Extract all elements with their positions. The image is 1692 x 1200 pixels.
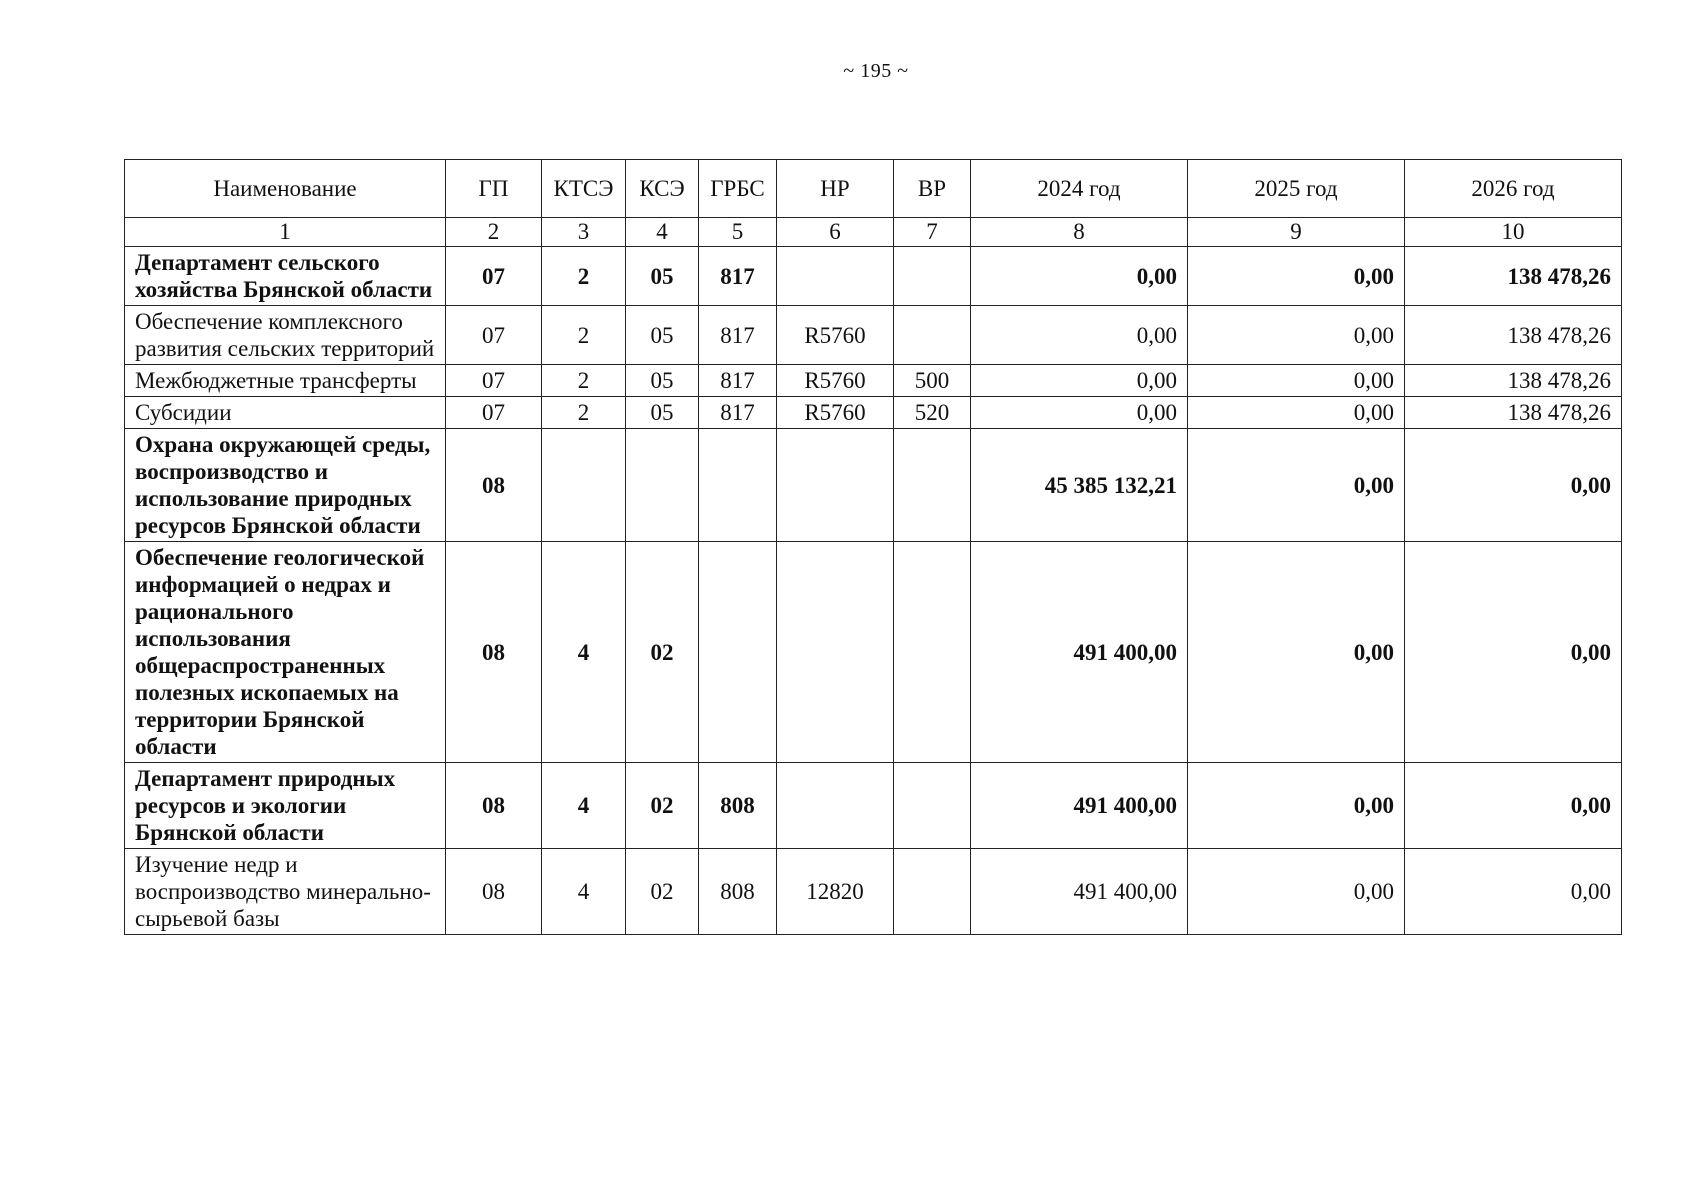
cell-2026: 0,00 — [1405, 763, 1622, 849]
cell-nr — [777, 763, 894, 849]
cell-gp: 07 — [446, 365, 542, 397]
cell-ktse: 2 — [542, 306, 626, 365]
cell-2026: 138 478,26 — [1405, 397, 1622, 429]
cell-gp: 08 — [446, 542, 542, 763]
table-row — [125, 397, 1622, 429]
cell-ktse: 2 — [542, 365, 626, 397]
cell-vr — [894, 306, 971, 365]
column-number: 2 — [446, 218, 542, 247]
cell-grbs: 817 — [699, 247, 777, 306]
column-number: 9 — [1188, 218, 1405, 247]
cell-2024: 0,00 — [971, 397, 1188, 429]
cell-2026: 0,00 — [1405, 542, 1622, 763]
budget-table — [124, 159, 1622, 935]
cell-name: Департамент сельского хозяйства Брянской области — [125, 247, 446, 306]
cell-vr: 500 — [894, 365, 971, 397]
cell-kse: 02 — [626, 542, 699, 763]
header-2024: 2024 год — [971, 160, 1188, 218]
header-2025: 2025 год — [1188, 160, 1405, 218]
cell-gp: 08 — [446, 763, 542, 849]
cell-kse: 05 — [626, 397, 699, 429]
cell-2024: 45 385 132,21 — [971, 429, 1188, 542]
cell-2025: 0,00 — [1188, 397, 1405, 429]
column-numbering-row — [125, 218, 1622, 247]
cell-grbs: 817 — [699, 306, 777, 365]
cell-grbs: 808 — [699, 763, 777, 849]
header-nr: НР — [777, 160, 894, 218]
cell-kse — [626, 429, 699, 542]
cell-gp: 07 — [446, 397, 542, 429]
cell-ktse: 2 — [542, 397, 626, 429]
table-row — [125, 763, 1622, 849]
cell-nr: R5760 — [777, 365, 894, 397]
cell-nr: 12820 — [777, 849, 894, 935]
cell-kse: 02 — [626, 849, 699, 935]
cell-2025: 0,00 — [1188, 247, 1405, 306]
cell-kse: 05 — [626, 247, 699, 306]
page-number: ~ 195 ~ — [843, 60, 909, 82]
table-row — [125, 306, 1622, 365]
table-row — [125, 542, 1622, 763]
cell-name: Межбюджетные трансферты — [125, 365, 446, 397]
cell-2024: 491 400,00 — [971, 542, 1188, 763]
cell-vr — [894, 849, 971, 935]
cell-2026: 0,00 — [1405, 849, 1622, 935]
cell-2024: 491 400,00 — [971, 763, 1188, 849]
header-grbs: ГРБС — [699, 160, 777, 218]
cell-2025: 0,00 — [1188, 763, 1405, 849]
cell-name: Охрана окружающей среды, воспроизводство и использование природных ресурсов Брянской области — [125, 429, 446, 542]
cell-nr — [777, 429, 894, 542]
cell-2024: 0,00 — [971, 247, 1188, 306]
cell-kse: 05 — [626, 365, 699, 397]
cell-nr — [777, 247, 894, 306]
cell-2025: 0,00 — [1188, 542, 1405, 763]
cell-name: Департамент природных ресурсов и экологии Брянской области — [125, 763, 446, 849]
cell-nr — [777, 542, 894, 763]
cell-2025: 0,00 — [1188, 849, 1405, 935]
column-number: 1 — [125, 218, 446, 247]
table-header-row — [125, 160, 1622, 218]
cell-ktse: 4 — [542, 849, 626, 935]
column-number: 4 — [626, 218, 699, 247]
cell-ktse: 2 — [542, 247, 626, 306]
cell-gp: 08 — [446, 849, 542, 935]
cell-gp: 07 — [446, 306, 542, 365]
cell-ktse: 4 — [542, 542, 626, 763]
cell-2025: 0,00 — [1188, 306, 1405, 365]
cell-2024: 491 400,00 — [971, 849, 1188, 935]
table-row — [125, 247, 1622, 306]
header-kse: КСЭ — [626, 160, 699, 218]
cell-vr: 520 — [894, 397, 971, 429]
cell-2026: 0,00 — [1405, 429, 1622, 542]
header-2026: 2026 год — [1405, 160, 1622, 218]
cell-kse: 05 — [626, 306, 699, 365]
table-row — [125, 849, 1622, 935]
table-row — [125, 365, 1622, 397]
cell-name: Изучение недр и воспроизводство минерально-сырьевой базы — [125, 849, 446, 935]
column-number: 8 — [971, 218, 1188, 247]
column-number: 5 — [699, 218, 777, 247]
header-ktse: КТСЭ — [542, 160, 626, 218]
cell-2026: 138 478,26 — [1405, 365, 1622, 397]
cell-2026: 138 478,26 — [1405, 247, 1622, 306]
cell-kse: 02 — [626, 763, 699, 849]
header-vr: ВР — [894, 160, 971, 218]
column-number: 3 — [542, 218, 626, 247]
cell-2026: 138 478,26 — [1405, 306, 1622, 365]
cell-ktse: 4 — [542, 763, 626, 849]
column-number: 6 — [777, 218, 894, 247]
cell-name: Обеспечение геологической информацией о недрах и рационального использования общераспространенных полезных ископаемых на территории Брянской области — [125, 542, 446, 763]
cell-name: Обеспечение комплексного развития сельских территорий — [125, 306, 446, 365]
cell-vr — [894, 247, 971, 306]
cell-nr: R5760 — [777, 397, 894, 429]
cell-vr — [894, 542, 971, 763]
header-gp: ГП — [446, 160, 542, 218]
cell-grbs — [699, 542, 777, 763]
cell-2025: 0,00 — [1188, 365, 1405, 397]
cell-2025: 0,00 — [1188, 429, 1405, 542]
cell-name: Субсидии — [125, 397, 446, 429]
cell-gp: 07 — [446, 247, 542, 306]
cell-2024: 0,00 — [971, 306, 1188, 365]
cell-grbs: 808 — [699, 849, 777, 935]
table-row — [125, 429, 1622, 542]
header-name: Наименование — [125, 160, 446, 218]
cell-grbs: 817 — [699, 397, 777, 429]
cell-grbs — [699, 429, 777, 542]
cell-nr: R5760 — [777, 306, 894, 365]
cell-vr — [894, 429, 971, 542]
cell-ktse — [542, 429, 626, 542]
column-number: 10 — [1405, 218, 1622, 247]
column-number: 7 — [894, 218, 971, 247]
cell-vr — [894, 763, 971, 849]
cell-grbs: 817 — [699, 365, 777, 397]
cell-gp: 08 — [446, 429, 542, 542]
cell-2024: 0,00 — [971, 365, 1188, 397]
